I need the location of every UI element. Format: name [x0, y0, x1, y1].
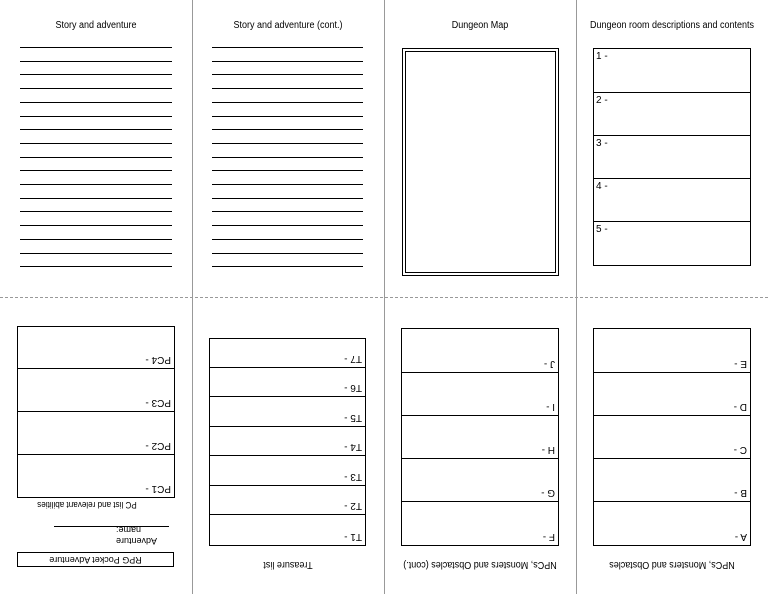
- pc-row: [18, 454, 174, 497]
- writing-line: [212, 61, 363, 62]
- npc-row: [594, 372, 750, 416]
- room-label-3: 3 -: [596, 138, 608, 149]
- writing-line: [212, 239, 363, 240]
- treasure-label-7: T7 -: [344, 353, 362, 364]
- pc-list-title: PC list and relevant abilities: [37, 500, 137, 510]
- writing-line: [20, 116, 172, 117]
- npc-label-i: I -: [546, 401, 555, 412]
- room-label-2: 2 -: [596, 95, 608, 106]
- writing-line: [212, 143, 363, 144]
- pc-panel: [0, 297, 192, 594]
- story-title: Story and adventure: [55, 20, 137, 31]
- writing-line: [212, 129, 363, 130]
- room-row: [594, 221, 750, 265]
- npc-label-h: H -: [541, 444, 555, 455]
- pc-table: [17, 326, 175, 498]
- writing-line: [20, 253, 172, 254]
- npcs-cont-title: NPCs, Monsters and Obstacles (cont.): [403, 559, 557, 570]
- rooms-title: Dungeon room descriptions and contents: [589, 20, 755, 31]
- writing-line: [212, 184, 363, 185]
- writing-line: [20, 198, 172, 199]
- treasure-row: [210, 456, 365, 486]
- writing-line: [212, 198, 363, 199]
- npc-label-c: C -: [733, 444, 747, 455]
- writing-line: [212, 211, 363, 212]
- npc-row: [594, 415, 750, 459]
- pc-label-3: PC3 -: [145, 397, 171, 408]
- npc-label-j: J -: [543, 358, 555, 369]
- npc-label-b: B -: [734, 487, 747, 498]
- writing-line: [212, 170, 363, 171]
- writing-line: [212, 157, 363, 158]
- writing-line: [212, 253, 363, 254]
- treasure-table: [209, 338, 366, 546]
- writing-line: [212, 74, 363, 75]
- treasure-title: Treasure list: [263, 559, 313, 570]
- room-row: [594, 49, 750, 93]
- writing-line: [212, 102, 363, 103]
- npc-row: [594, 458, 750, 502]
- npcs-title: NPCs, Monsters and Obstacles: [609, 559, 735, 570]
- npc-label-e: E -: [734, 358, 747, 369]
- treasure-row: [210, 515, 365, 545]
- story-cont-title: Story and adventure (cont.): [233, 20, 343, 31]
- brand-text: RPG Pocket Adventure: [49, 555, 142, 565]
- pc-label-4: PC4 -: [145, 354, 171, 365]
- treasure-row: [210, 338, 365, 368]
- writing-line: [20, 239, 172, 240]
- dungeon-map-area: [405, 51, 556, 273]
- room-label-5: 5 -: [596, 224, 608, 235]
- room-label-4: 4 -: [596, 181, 608, 192]
- npc-row: [594, 501, 750, 545]
- npc-label-d: D -: [733, 401, 747, 412]
- npcs-cont-panel: [384, 297, 576, 594]
- pc-label-1: PC1 -: [145, 483, 171, 494]
- writing-line: [20, 61, 172, 62]
- npc-row: [402, 329, 558, 373]
- treasure-panel: [192, 297, 384, 594]
- treasure-label-3: T3 -: [344, 471, 362, 482]
- writing-line: [20, 143, 172, 144]
- room-row: [594, 135, 750, 179]
- writing-line: [20, 129, 172, 130]
- treasure-label-6: T6 -: [344, 382, 362, 393]
- npcs-panel: [576, 297, 768, 594]
- writing-line: [20, 266, 172, 267]
- adventure-name-label: Adventure name:: [116, 525, 158, 546]
- treasure-label-2: T2 -: [344, 500, 362, 511]
- pc-row: [18, 369, 174, 412]
- writing-line: [20, 74, 172, 75]
- room-label-1: 1 -: [596, 51, 608, 62]
- writing-line: [20, 211, 172, 212]
- writing-line: [20, 102, 172, 103]
- treasure-row: [210, 397, 365, 427]
- npc-row: [402, 458, 558, 502]
- writing-line: [212, 225, 363, 226]
- rooms-table: [593, 48, 751, 266]
- writing-line: [212, 116, 363, 117]
- treasure-label-5: T5 -: [344, 412, 362, 423]
- room-row: [594, 92, 750, 136]
- treasure-label-1: T1 -: [344, 531, 362, 542]
- writing-line: [212, 88, 363, 89]
- writing-line: [20, 170, 172, 171]
- treasure-row: [210, 426, 365, 456]
- writing-line: [20, 184, 172, 185]
- writing-line: [20, 47, 172, 48]
- treasure-label-4: T4 -: [344, 441, 362, 452]
- pc-row: [18, 326, 174, 369]
- npc-row: [402, 501, 558, 545]
- npc-label-g: G -: [541, 487, 555, 498]
- room-row: [594, 178, 750, 222]
- treasure-row: [210, 367, 365, 397]
- writing-line: [20, 225, 172, 226]
- npc-row: [402, 372, 558, 416]
- npcs-table: [593, 328, 751, 546]
- npc-label-a: A -: [734, 531, 747, 542]
- pc-row: [18, 412, 174, 455]
- writing-line: [20, 88, 172, 89]
- writing-line: [212, 266, 363, 267]
- writing-line: [20, 157, 172, 158]
- npc-label-f: F -: [542, 531, 555, 542]
- npc-row: [594, 329, 750, 373]
- brand-box: [17, 552, 174, 567]
- pc-label-2: PC2 -: [145, 440, 171, 451]
- npc-row: [402, 415, 558, 459]
- treasure-row: [210, 485, 365, 515]
- writing-line: [212, 47, 363, 48]
- npcs-cont-table: [401, 328, 559, 546]
- map-title: Dungeon Map: [451, 20, 509, 31]
- adventure-name-line: [54, 526, 169, 527]
